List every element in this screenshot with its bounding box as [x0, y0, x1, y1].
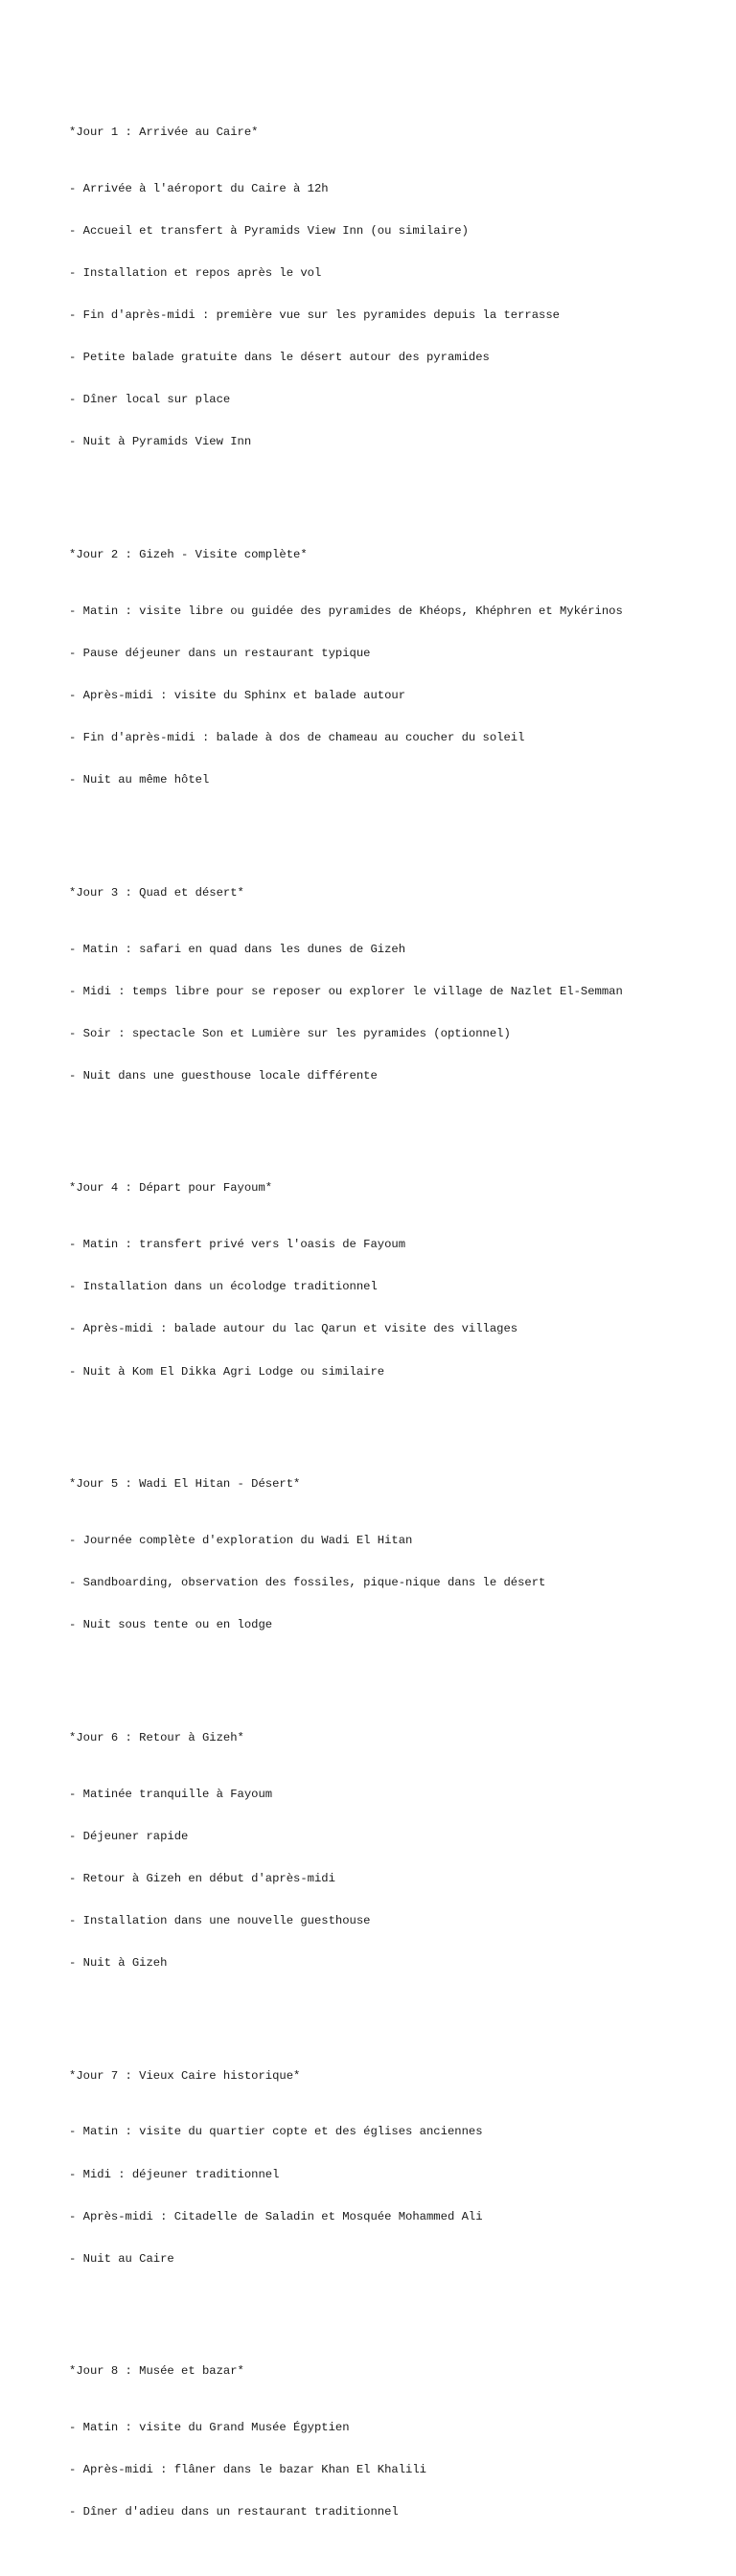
- list-item: - Matin : visite du quartier copte et des églises anciennes: [69, 2125, 483, 2139]
- list-item: - Déjeuner rapide: [69, 1829, 189, 1843]
- day-title: *Jour 7 : Vieux Caire historique*: [69, 2068, 301, 2083]
- day-section: [69, 97, 721, 477]
- list-item: - Nuit à Kom El Dikka Agri Lodge ou similaire: [69, 1364, 385, 1379]
- list-item: - Fin d'après-midi : balade à dos de chameau au coucher du soleil: [69, 731, 525, 744]
- document-page: [69, 69, 721, 2576]
- list-item: - Petite balade gratuite dans le désert autour des pyramides: [69, 351, 490, 365]
- list-item: - Midi : déjeuner traditionnel: [69, 2167, 280, 2181]
- day-section: [69, 1153, 721, 1407]
- list-item: - Midi : temps libre pour se reposer ou explorer le village de Nazlet El-Semman: [69, 984, 623, 998]
- list-item: - Retour à Gizeh en début d'après-midi: [69, 1871, 335, 1885]
- day-title: *Jour 2 : Gizeh - Visite complète*: [69, 547, 308, 561]
- day-section: [69, 2337, 721, 2548]
- list-item: - Nuit au Caire: [69, 2251, 174, 2266]
- list-item: - Pause déjeuner dans un restaurant typique: [69, 646, 371, 660]
- list-item: - Installation dans une nouvelle guesthouse: [69, 1913, 371, 1927]
- day-title: *Jour 5 : Wadi El Hitan - Désert*: [69, 1477, 301, 1492]
- list-item: - Nuit sous tente ou en lodge: [69, 1618, 273, 1632]
- list-item: - Installation dans un écolodge traditionnel: [69, 1280, 378, 1294]
- list-item: - Nuit dans une guesthouse locale différente: [69, 1068, 378, 1083]
- day-title: *Jour 1 : Arrivée au Caire*: [69, 125, 259, 139]
- list-item: - Accueil et transfert à Pyramids View Inn (ou similaire): [69, 223, 469, 238]
- list-item: - Nuit à Pyramids View Inn: [69, 435, 252, 449]
- day-title: *Jour 8 : Musée et bazar*: [69, 2364, 244, 2379]
- list-item: - Dîner d'adieu dans un restaurant traditionnel: [69, 2505, 399, 2519]
- day-section: [69, 1449, 721, 1661]
- day-section: [69, 857, 721, 1111]
- list-item: - Nuit au même hôtel: [69, 773, 210, 787]
- day-section: [69, 519, 721, 815]
- list-item: - Matin : visite libre ou guidée des pyramides de Khéops, Khéphren et Mykérinos: [69, 604, 623, 618]
- list-item: - Après-midi : Citadelle de Saladin et Mosquée Mohammed Ali: [69, 2209, 483, 2223]
- list-item: - Sandboarding, observation des fossiles, pique-nique dans le désert: [69, 1576, 546, 1590]
- list-item: - Arrivée à l'aéroport du Caire à 12h: [69, 181, 329, 195]
- day-section: [69, 2040, 721, 2294]
- day-title: *Jour 4 : Départ pour Fayoum*: [69, 1181, 273, 1196]
- list-item: - Matinée tranquille à Fayoum: [69, 1787, 273, 1801]
- list-item: - Journée complète d'exploration du Wadi El Hitan: [69, 1533, 413, 1547]
- list-item: - Matin : transfert privé vers l'oasis de Fayoum: [69, 1238, 406, 1252]
- list-item: - Fin d'après-midi : première vue sur les pyramides depuis la terrasse: [69, 308, 560, 322]
- list-item: - Après-midi : flâner dans le bazar Khan El Khalili: [69, 2463, 426, 2477]
- list-item: - Après-midi : balade autour du lac Qarun et visite des villages: [69, 1322, 518, 1336]
- list-item: - Après-midi : visite du Sphinx et balade autour: [69, 688, 406, 702]
- list-item: - Nuit à Gizeh: [69, 1956, 168, 1971]
- day-title: *Jour 3 : Quad et désert*: [69, 885, 244, 900]
- list-item: - Matin : visite du Grand Musée Égyptien: [69, 2421, 350, 2435]
- list-item: - Soir : spectacle Son et Lumière sur les pyramides (optionnel): [69, 1026, 511, 1040]
- day-section: [69, 1702, 721, 1998]
- day-title: *Jour 6 : Retour à Gizeh*: [69, 1730, 244, 1744]
- list-item: - Dîner local sur place: [69, 393, 231, 407]
- list-item: - Installation et repos après le vol: [69, 265, 322, 280]
- list-item: - Matin : safari en quad dans les dunes de Gizeh: [69, 942, 406, 956]
